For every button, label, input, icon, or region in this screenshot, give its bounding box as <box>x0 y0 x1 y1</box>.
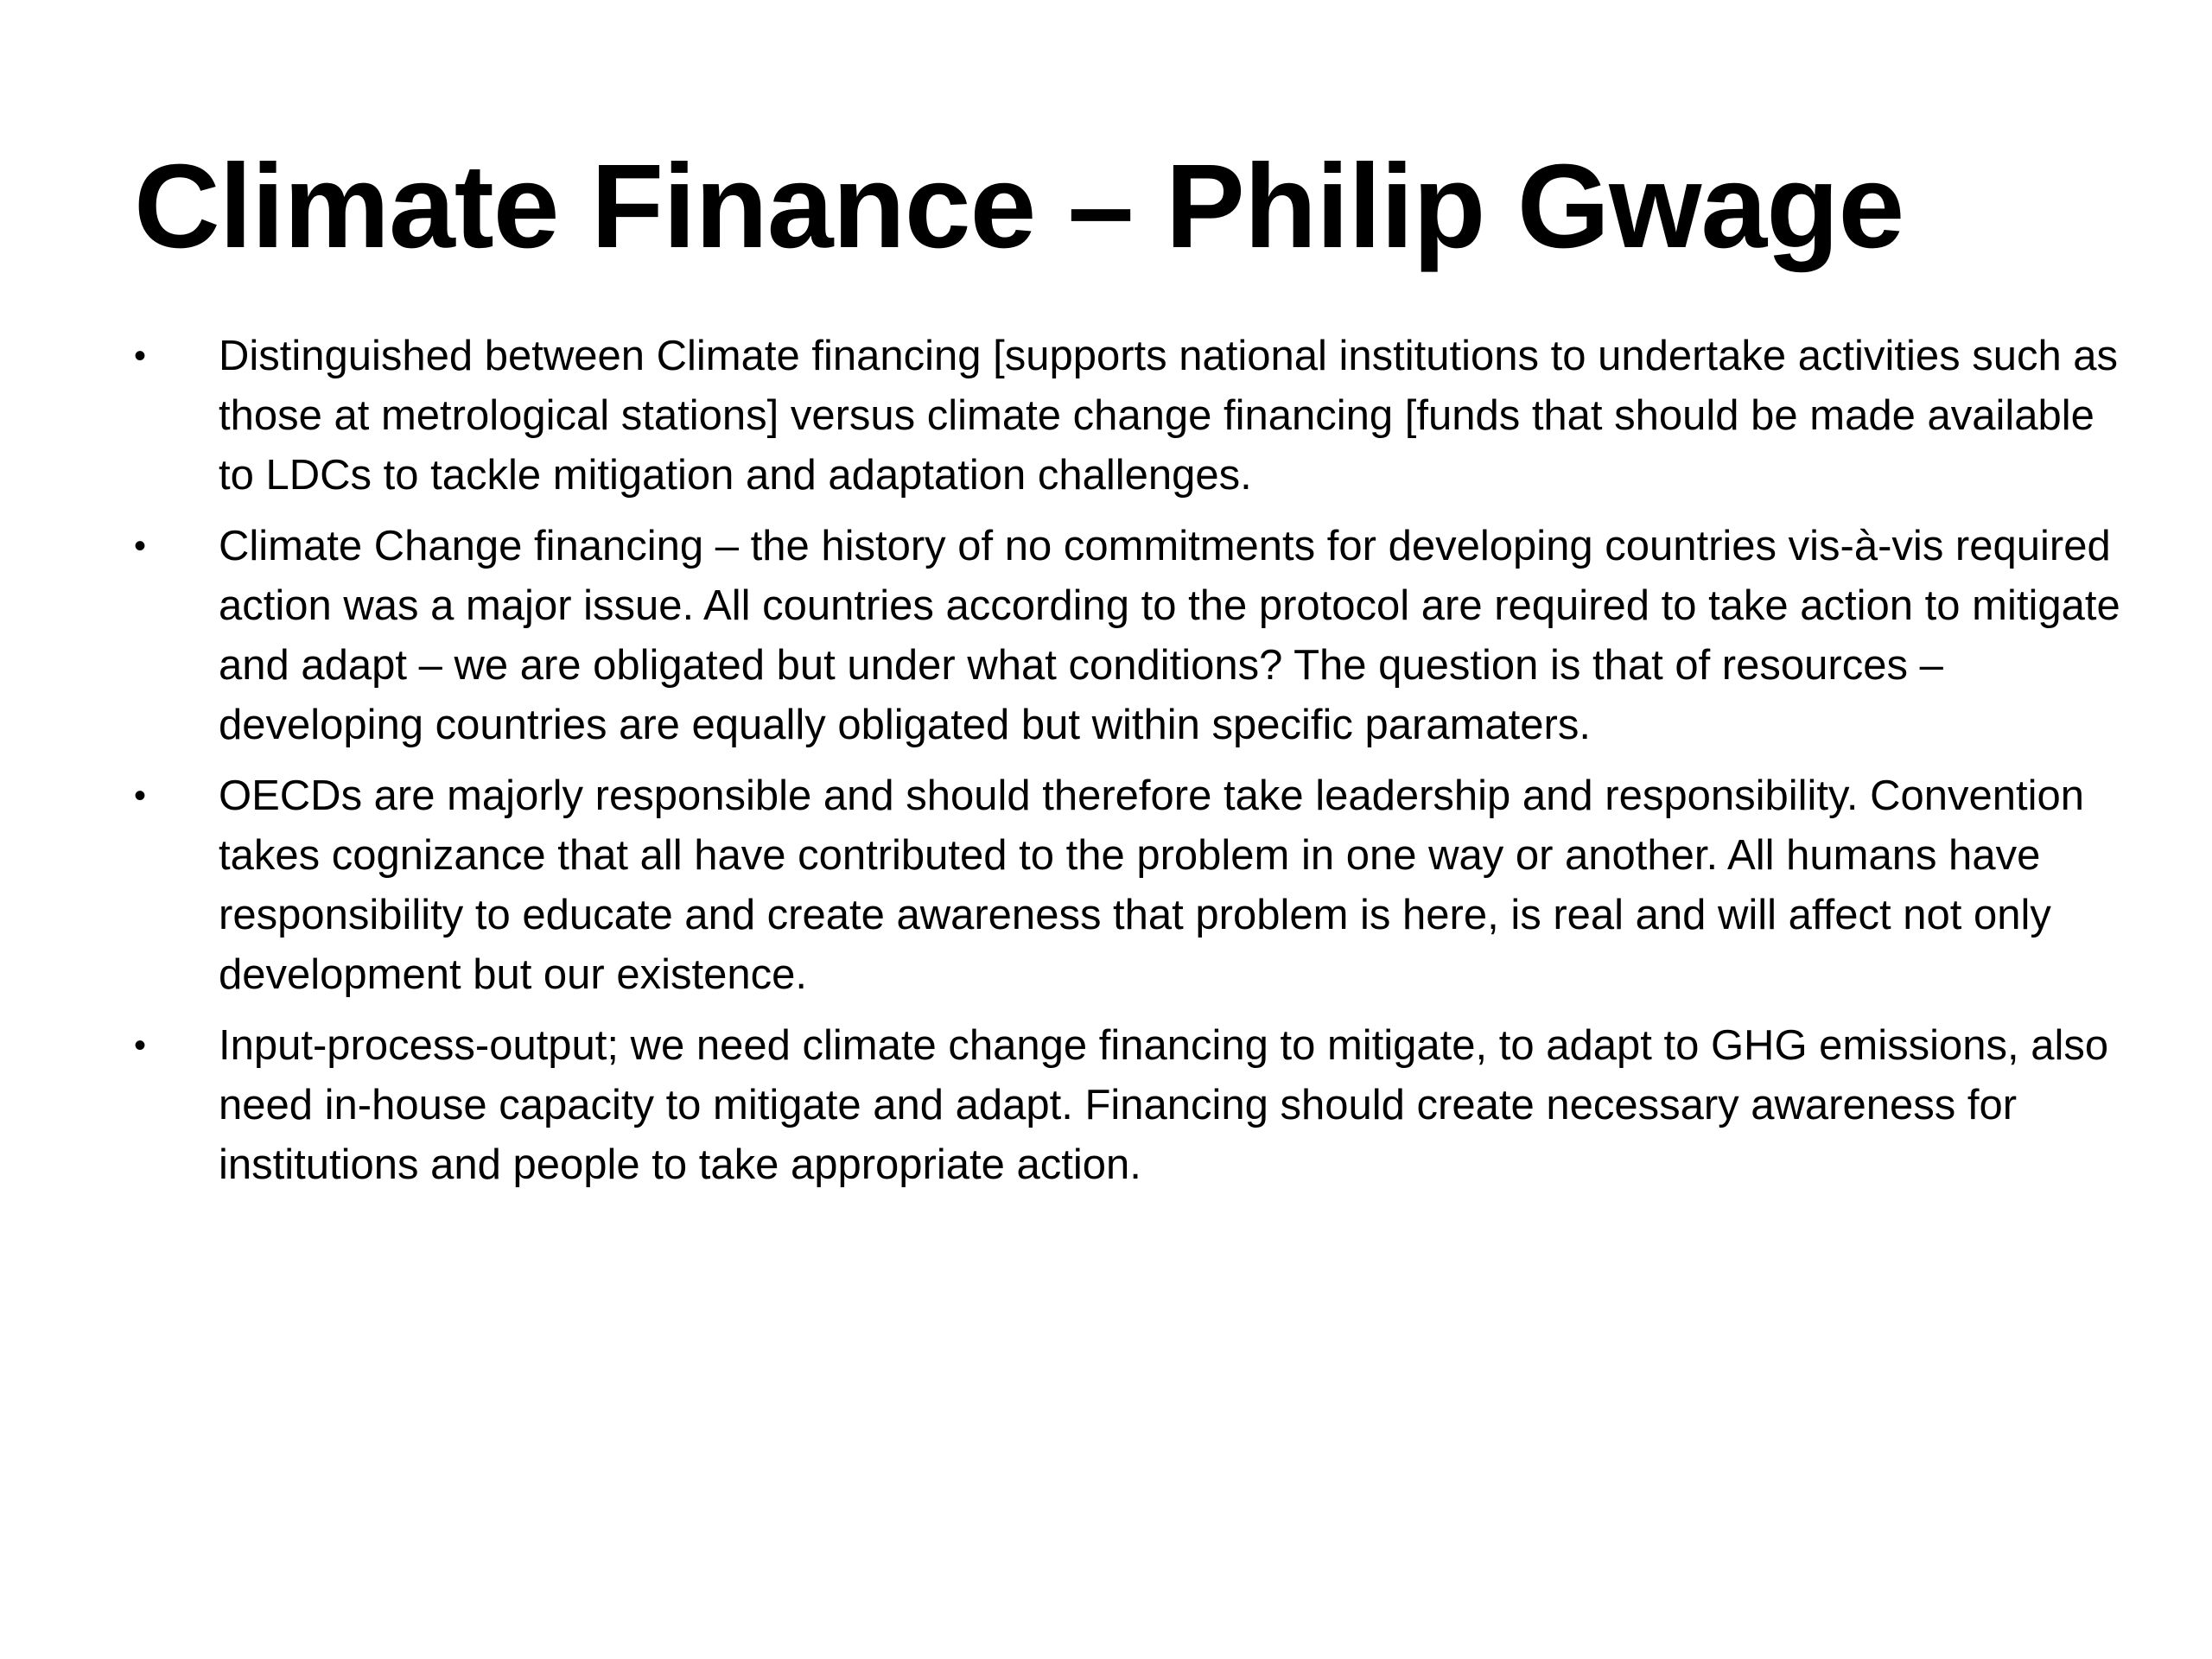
slide-title: Climate Finance – Philip Gwage <box>134 140 1904 273</box>
bullet-item <box>134 766 2121 1005</box>
bullet-item <box>134 517 2121 755</box>
bullet-icon: • <box>134 527 147 565</box>
bullet-text: Distinguished between Climate financing [supports national institutions to undertake activities such as those at metrological stations] versus climate change financing [funds that should be made available to LDCs to tackle mitigation and adaptation challenges. <box>219 333 2119 499</box>
bullet-icon: • <box>134 1027 147 1065</box>
bullet-text: Input-process-output; we need climate change financing to mitigate, to adapt to GHG emissions, also need in-house capacity to mitigate and adapt. Financing should create necessary awareness for institutions and people to take appropriate action. <box>219 1022 2109 1188</box>
bullet-item <box>134 327 2121 505</box>
bullet-text: Climate Change financing – the history of no commitments for developing countries vis-à-vis required action was a major issue. All countries according to the protocol are required to take action to mitigate and adapt – we are obligated but under what conditions? The question is that of resources – developing countries are equally obligated but within specific paramaters. <box>219 523 2120 748</box>
bullet-list <box>134 327 2121 1206</box>
bullet-text: OECDs are majorly responsible and should therefore take leadership and responsibility. Convention takes cognizance that all have contributed to the problem in one way or another. All humans have responsibility to educate and create awareness that problem is here, is real and will affect not only development but our existence. <box>219 772 2084 998</box>
bullet-item <box>134 1016 2121 1195</box>
bullet-icon: • <box>134 777 147 815</box>
bullet-icon: • <box>134 337 147 375</box>
